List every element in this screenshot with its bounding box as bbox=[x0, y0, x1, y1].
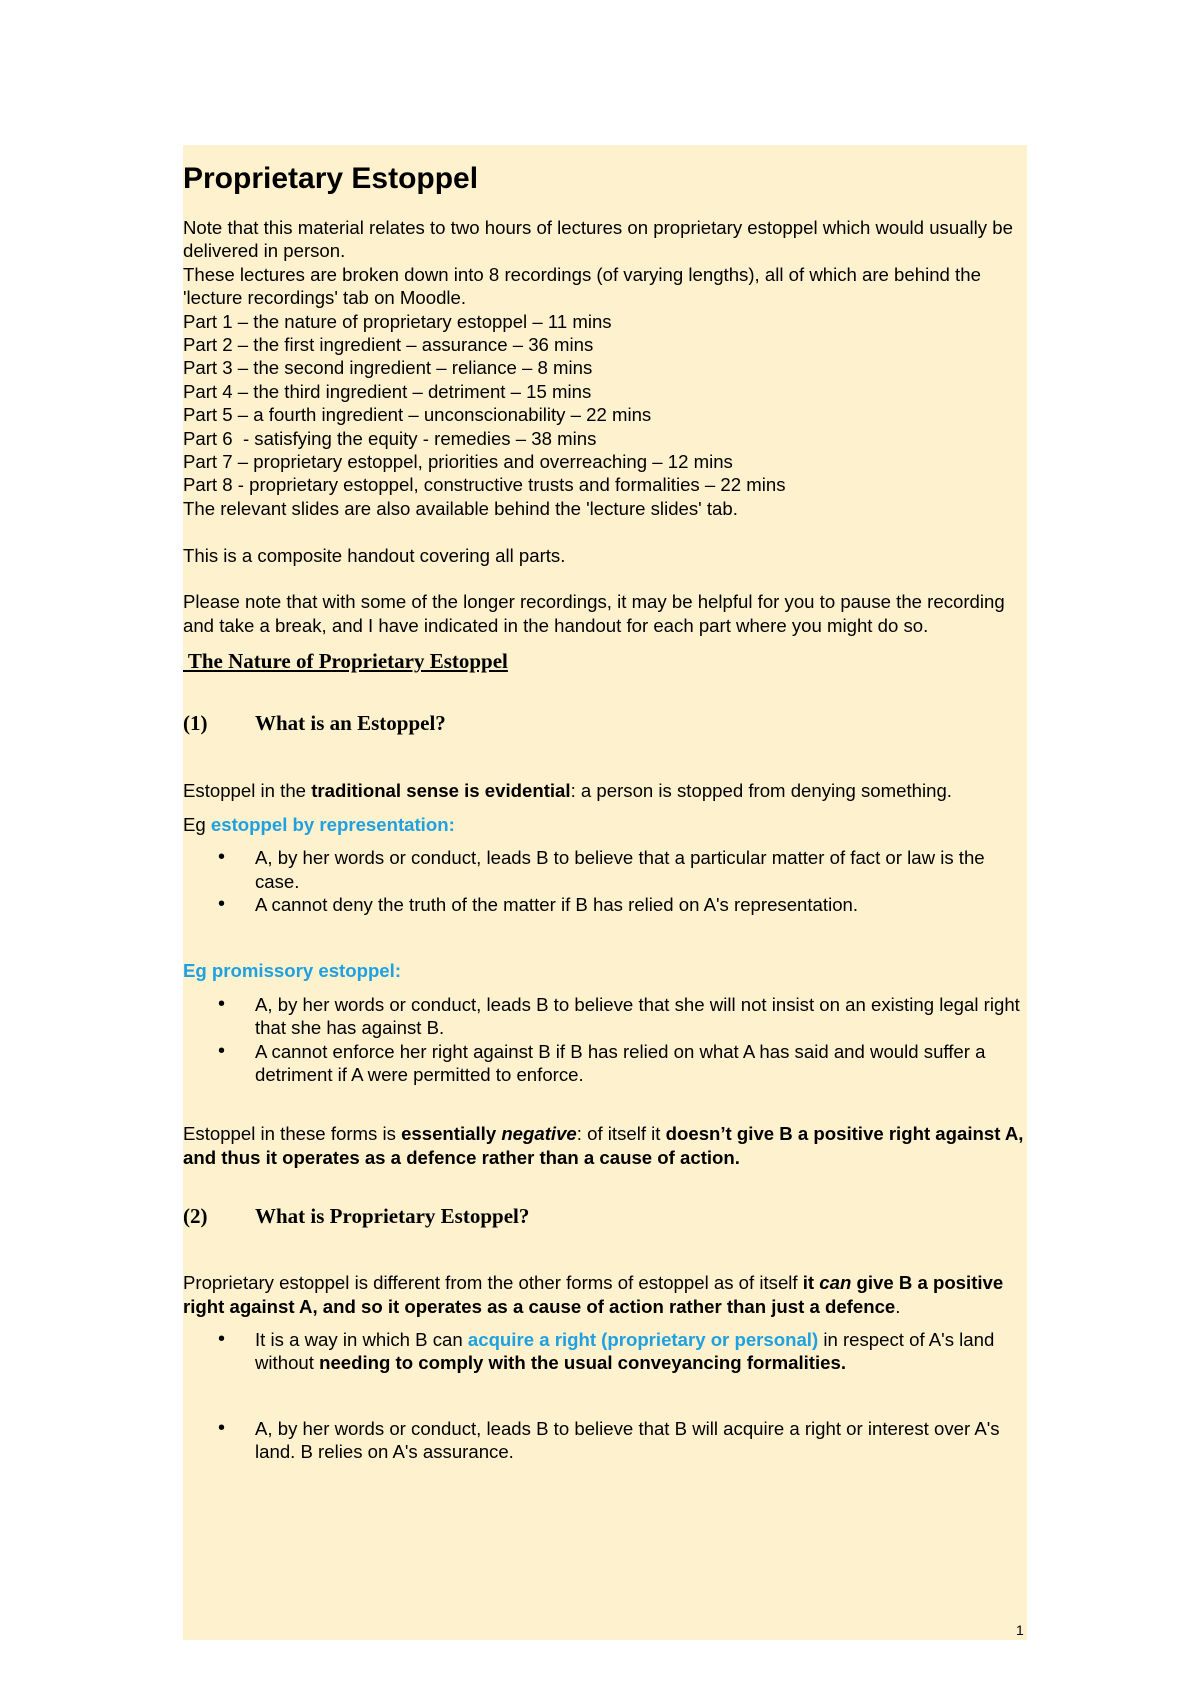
text-run: in respect of A's land without bbox=[255, 1328, 995, 1374]
part-line: Part 2 – the first ingredient – assurance – 36 mins bbox=[183, 334, 594, 356]
spacer bbox=[183, 1229, 1029, 1271]
list-item: • A, by her words or conduct, leads B to believe that she will not insist on an existing legal right that she has against B. bbox=[183, 993, 1029, 1040]
subsection-number: (2) bbox=[183, 1204, 208, 1229]
proprietary-paragraph bbox=[183, 1271, 1029, 1318]
bold-text: needing to comply with the usual conveyancing formalities. bbox=[319, 1352, 847, 1374]
bullet-list bbox=[183, 846, 1029, 916]
part-line: Part 5 – a fourth ingredient – unconscionability – 22 mins bbox=[183, 404, 652, 426]
section-heading-text: The Nature of Proprietary Estoppel bbox=[183, 649, 508, 674]
example-label bbox=[183, 813, 1029, 836]
text-run: . bbox=[895, 1295, 901, 1317]
page-number: 1 bbox=[1016, 1622, 1024, 1638]
spacer bbox=[183, 637, 1029, 648]
blue-highlight: estoppel by representation: bbox=[210, 813, 455, 835]
spacer bbox=[183, 1318, 1029, 1328]
bold-text: traditional sense is evidential bbox=[311, 780, 571, 802]
part-line: Part 8 - proprietary estoppel, constructive trusts and formalities – 22 mins bbox=[183, 474, 786, 496]
intro-paragraph: These lectures are broken down into 8 recordings (of varying lengths), all of which are behind the 'lecture recordings' tab on Moodle. bbox=[183, 263, 981, 309]
pause-note: Please note that with some of the longer recordings, it may be helpful for you to pause the recording and take a break, and I have indicated in the handout for each part where you might do so. bbox=[183, 591, 1005, 636]
spacer bbox=[183, 736, 1029, 779]
section-heading bbox=[183, 648, 1029, 674]
list-item: • A, by her words or conduct, leads B to believe that a particular matter of fact or law is the case. bbox=[183, 846, 1029, 893]
part-line: Part 4 – the third ingredient – detriment – 15 mins bbox=[183, 380, 592, 402]
list-item: • A, by her words or conduct, leads B to believe that B will acquire a right or interest over A's land. B relies on A's assurance. bbox=[183, 1417, 1029, 1464]
text-run: Estoppel in the bbox=[183, 780, 312, 802]
bullet-list bbox=[183, 1417, 1029, 1464]
subsection-title: What is an Estoppel? bbox=[255, 711, 446, 736]
slides-note: The relevant slides are also available behind the 'lecture slides' tab. bbox=[183, 497, 738, 519]
spacer bbox=[183, 1169, 1029, 1203]
example-label: Eg promissory estoppel: bbox=[183, 960, 402, 982]
evidential-paragraph bbox=[183, 779, 1029, 802]
spacer bbox=[183, 916, 1029, 959]
spacer bbox=[183, 803, 1029, 813]
text-run: : of itself it bbox=[576, 1123, 666, 1145]
bold-text: give B a positive right against A, and so it operates as a cause of action rather than just a defence bbox=[183, 1272, 1004, 1317]
intro-paragraph: Note that this material relates to two hours of lectures on proprietary estoppel which would usually be delivered in person. bbox=[183, 217, 1013, 262]
text-run: It is a way in which B can bbox=[255, 1328, 468, 1350]
part-line: Part 1 – the nature of proprietary estoppel – 11 mins bbox=[183, 310, 612, 332]
spacer bbox=[183, 520, 1029, 543]
bold-italic-text: can bbox=[819, 1272, 852, 1294]
spacer bbox=[183, 567, 1029, 590]
list-item: • A cannot enforce her right against B if B has relied on what A has said and would suffer a detriment if A were permitted to enforce. bbox=[183, 1040, 1029, 1087]
bullet-list bbox=[183, 1328, 1029, 1375]
blue-highlight: acquire a right (proprietary or personal) bbox=[467, 1328, 819, 1350]
bold-text: doesn’t give B a positive right against A, and thus it operates as a defence rather than a cause of action. bbox=[183, 1123, 1024, 1168]
text-run: Estoppel in these forms is bbox=[183, 1123, 402, 1145]
list-item: • A cannot deny the truth of the matter if B has relied on A's representation. bbox=[183, 893, 1029, 916]
subsection-number: (1) bbox=[183, 711, 208, 736]
subsection-heading-1 bbox=[183, 710, 1029, 736]
spacer bbox=[183, 1375, 1029, 1417]
bold-italic-text: negative bbox=[501, 1123, 577, 1145]
part-line: Part 3 – the second ingredient – reliance – 8 mins bbox=[183, 357, 593, 379]
part-line: Part 6 - satisfying the equity - remedies – 38 mins bbox=[183, 427, 597, 449]
bullet-list bbox=[183, 993, 1029, 1087]
spacer bbox=[183, 836, 1029, 846]
bold-text: essentially bbox=[401, 1123, 502, 1145]
bold-text: it bbox=[802, 1272, 820, 1294]
list-item bbox=[183, 1328, 1029, 1375]
spacer bbox=[183, 983, 1029, 993]
subsection-title: What is Proprietary Estoppel? bbox=[255, 1204, 530, 1229]
subsection-heading-2 bbox=[183, 1203, 1029, 1229]
spacer bbox=[183, 674, 1029, 710]
text-run: Proprietary estoppel is different from the other forms of estoppel as of itself bbox=[183, 1272, 803, 1294]
text-run: : a person is stopped from denying something. bbox=[570, 780, 952, 802]
part-line: Part 7 – proprietary estoppel, priorities and overreaching – 12 mins bbox=[183, 451, 733, 473]
spacer bbox=[183, 197, 1029, 216]
spacer bbox=[183, 1086, 1029, 1122]
composite-note: This is a composite handout covering all parts. bbox=[183, 544, 566, 566]
text-run: Eg bbox=[183, 813, 211, 835]
negative-paragraph bbox=[183, 1122, 1029, 1169]
document-title: Proprietary Estoppel bbox=[183, 162, 479, 195]
document-body bbox=[183, 145, 1029, 1464]
